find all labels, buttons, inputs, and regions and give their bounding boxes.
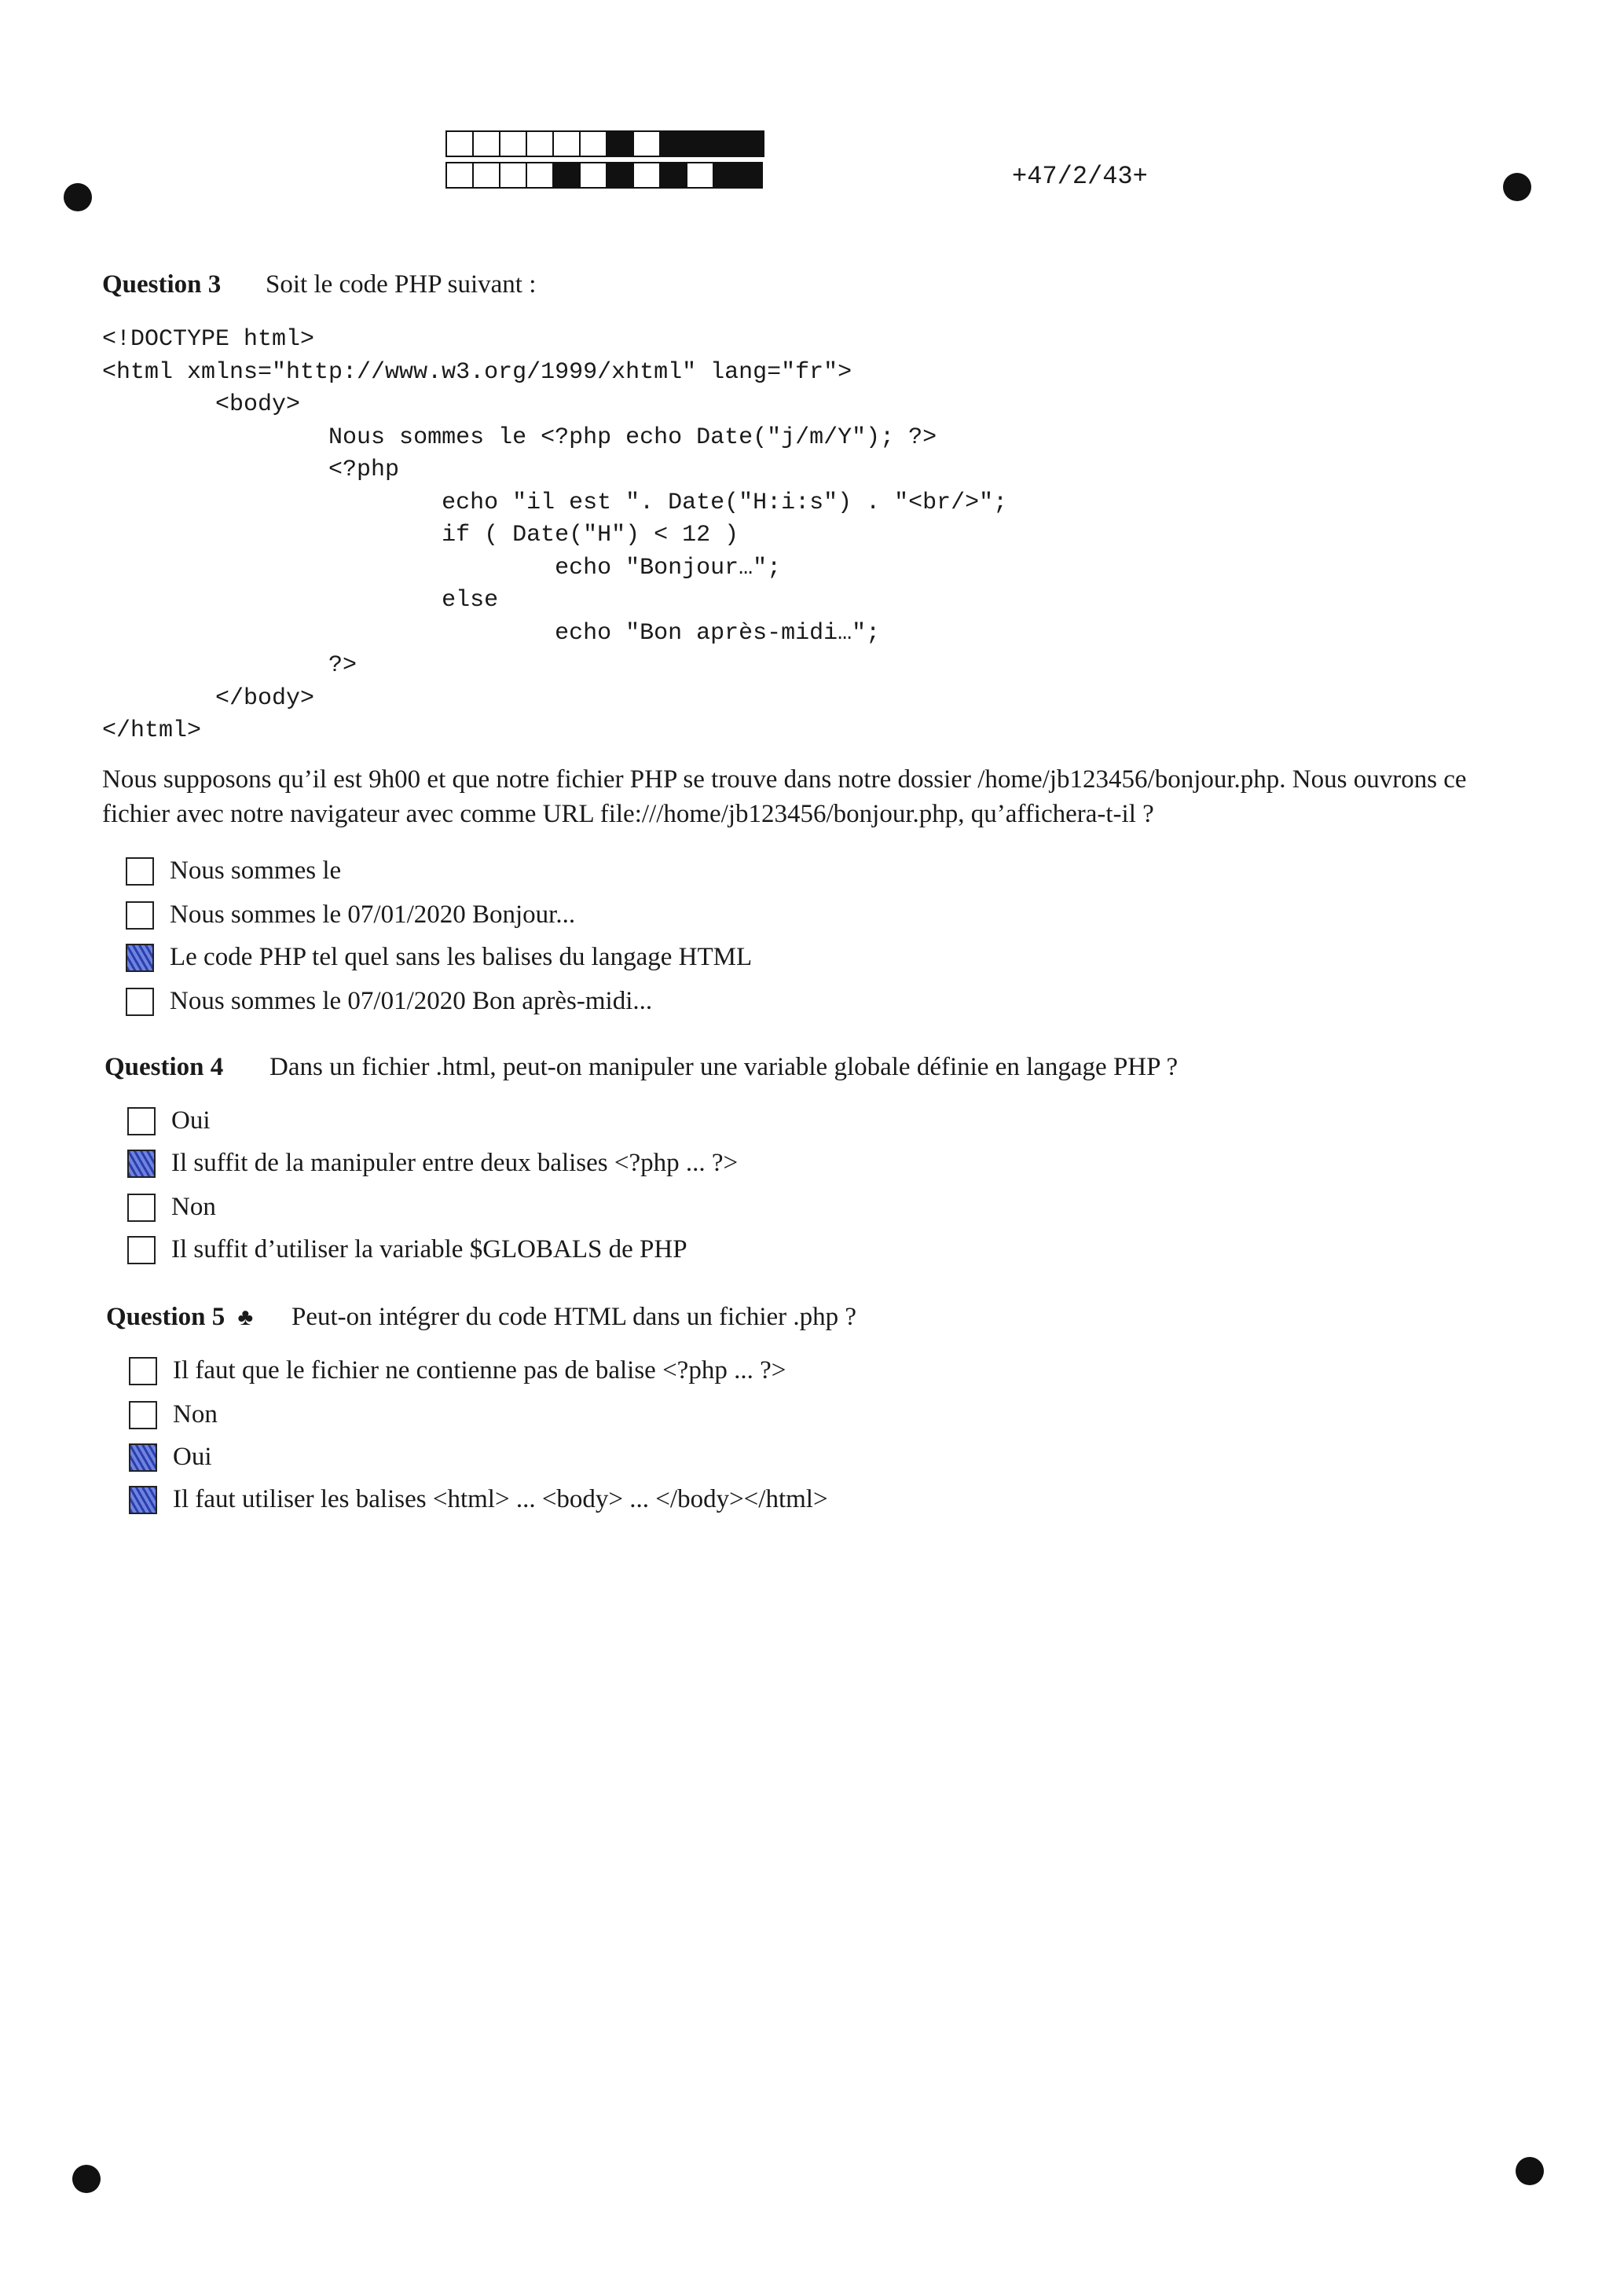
question-3-paragraph: Nous supposons qu’il est 9h00 et que notre fichier PHP se trouve dans notre dossier /home/jb123456/bonjour.php. Nous ouvrons ce fichier avec notre navigateur avec comme URL file:///home/jb123456/bonjour.php, qu’affichera-t-il ? — [102, 765, 1467, 828]
answer-checkbox[interactable] — [129, 1401, 157, 1429]
answer-label: Oui — [173, 1443, 212, 1471]
answer-checkbox-checked[interactable] — [129, 1443, 157, 1472]
answer-label: Le code PHP tel quel sans les balises du langage HTML — [170, 943, 753, 971]
answer-label: Il suffit d’utiliser la variable $GLOBALS de PHP — [171, 1235, 687, 1264]
answer-option[interactable] — [127, 1193, 216, 1222]
answer-label: Oui — [171, 1106, 211, 1135]
code-line: </html> — [102, 717, 202, 744]
answer-checkbox[interactable] — [127, 1107, 156, 1135]
answer-option[interactable] — [127, 1235, 687, 1264]
answer-label: Nous sommes le 07/01/2020 Bon après-midi... — [170, 987, 653, 1015]
club-icon: ♣ — [237, 1304, 254, 1330]
answer-checkbox[interactable] — [127, 1236, 156, 1264]
question-5-heading — [106, 1303, 857, 1332]
barcode-row-top — [445, 130, 764, 157]
answer-option[interactable] — [129, 1443, 212, 1472]
answer-label: Nous sommes le 07/01/2020 Bonjour... — [170, 900, 576, 929]
answer-checkbox-checked[interactable] — [127, 1150, 156, 1178]
code-line: <html xmlns="http://www.w3.org/1999/xhtml" lang="fr"> — [102, 358, 852, 386]
answer-option[interactable] — [126, 943, 752, 972]
answer-label: Il faut que le fichier ne contienne pas de balise <?php ... ?> — [173, 1356, 786, 1385]
php-code-block — [102, 324, 1007, 748]
answer-option[interactable] — [127, 1149, 738, 1178]
code-line: if ( Date("H") < 12 ) — [102, 522, 739, 548]
code-line: echo "Bonjour…"; — [102, 554, 782, 581]
answer-checkbox-checked[interactable] — [126, 944, 154, 972]
code-line: <?php — [102, 457, 400, 483]
answer-checkbox[interactable] — [126, 901, 154, 930]
answer-option[interactable] — [126, 900, 575, 930]
code-line: echo "Bon après-midi…"; — [102, 619, 881, 647]
barcode-row-bottom — [445, 162, 763, 189]
page-code-id: +47/2/43+ — [1012, 162, 1148, 191]
question-text: Peut-on intégrer du code HTML dans un fichier .php ? — [291, 1303, 857, 1331]
question-number: Question 3 — [102, 270, 222, 299]
answer-checkbox[interactable] — [126, 988, 154, 1016]
question-3-heading — [102, 270, 537, 299]
code-line: echo "il est ". Date("H:i:s") . "<br/>"; — [102, 489, 1008, 516]
answer-checkbox[interactable] — [126, 857, 154, 886]
question-4-heading — [104, 1053, 1179, 1082]
code-line: </body> — [102, 684, 315, 712]
registration-dot-top-right — [1503, 173, 1531, 201]
answer-option[interactable] — [126, 856, 341, 886]
answer-checkbox[interactable] — [129, 1357, 157, 1385]
registration-dot-top-left — [64, 183, 92, 211]
answer-option[interactable] — [129, 1400, 218, 1429]
answer-option[interactable] — [129, 1356, 786, 1385]
registration-dot-bottom-left — [72, 2165, 101, 2193]
question-text: Dans un fichier .html, peut-on manipuler une variable globale définie en langage PHP ? — [269, 1053, 1179, 1081]
code-line: else — [102, 587, 499, 614]
answer-label: Non — [171, 1193, 216, 1221]
registration-dot-bottom-right — [1516, 2157, 1544, 2185]
code-line: <!DOCTYPE html> — [102, 326, 315, 353]
answer-label: Il suffit de la manipuler entre deux balises <?php ... ?> — [171, 1149, 739, 1177]
answer-label: Il faut utiliser les balises <html> ... <body> ... </body></html> — [173, 1485, 828, 1513]
answer-option[interactable] — [129, 1485, 828, 1514]
answer-checkbox[interactable] — [127, 1194, 156, 1222]
answer-label: Non — [173, 1400, 218, 1429]
question-number: Question 5 — [106, 1303, 225, 1331]
code-line: Nous sommes le <?php echo Date("j/m/Y"); ?> — [102, 424, 937, 451]
code-line: ?> — [102, 652, 357, 679]
answer-option[interactable] — [126, 987, 652, 1016]
answer-checkbox-checked[interactable] — [129, 1486, 157, 1514]
answer-label: Nous sommes le — [170, 856, 342, 885]
question-number: Question 4 — [104, 1053, 224, 1081]
answer-option[interactable] — [127, 1106, 211, 1135]
code-line: <body> — [102, 391, 301, 418]
question-text: Soit le code PHP suivant : — [266, 270, 537, 299]
